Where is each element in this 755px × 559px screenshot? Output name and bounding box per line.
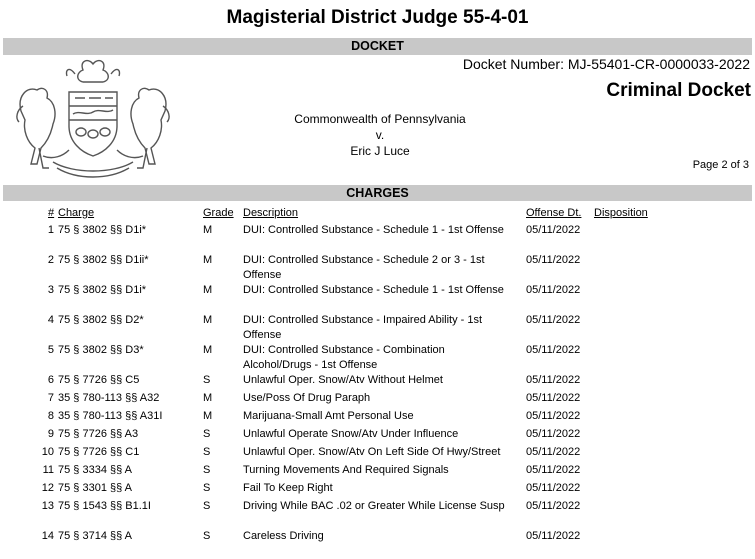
charge-description: Fail To Keep Right <box>243 482 333 494</box>
charge-num: 2 <box>47 254 54 266</box>
charge-description: Turning Movements And Required Signals <box>243 464 449 476</box>
charge-num: 5 <box>47 344 54 356</box>
charge-grade: S <box>203 530 211 542</box>
charge-description: DUI: Controlled Substance - Impaired Ability - 1st Offense <box>243 314 483 341</box>
charge-description: Unlawful Oper. Snow/Atv On Left Side Of Hwy/Street <box>243 446 501 458</box>
charge-description: DUI: Controlled Substance - Schedule 1 - 1st Offense <box>243 284 504 296</box>
charge-grade: S <box>203 374 211 386</box>
charge-num: 10 <box>41 446 54 458</box>
table-row <box>0 253 755 283</box>
caption-defendant: Eric J Luce <box>350 144 410 158</box>
table-row <box>0 223 755 253</box>
docket-section-bar: DOCKET <box>3 38 752 55</box>
charge-statute: 75 § 3802 §§ D1i* <box>58 284 147 296</box>
charge-grade: S <box>203 464 211 476</box>
charge-statute: 75 § 3802 §§ D2* <box>58 314 144 326</box>
charge-statute: 35 § 780-113 §§ A32 <box>58 392 160 404</box>
charge-grade: S <box>203 482 211 494</box>
table-row <box>0 481 755 499</box>
charge-offense-date: 05/11/2022 <box>526 254 581 266</box>
charge-statute: 35 § 780-113 §§ A31I <box>58 410 163 422</box>
charge-grade: M <box>203 392 213 404</box>
charge-grade: M <box>203 254 213 266</box>
charge-offense-date: 05/11/2022 <box>526 284 581 296</box>
table-row <box>0 427 755 445</box>
charge-statute: 75 § 3802 §§ D1i* <box>58 224 147 236</box>
charge-statute: 75 § 7726 §§ C1 <box>58 446 140 458</box>
charge-grade: S <box>203 500 211 512</box>
table-row <box>0 409 755 427</box>
charge-statute: 75 § 7726 §§ C5 <box>58 374 140 386</box>
charge-num: 11 <box>42 464 54 476</box>
charge-statute: 75 § 1543 §§ B1.1I <box>58 500 151 512</box>
caption-versus: v. <box>375 128 385 142</box>
charge-statute: 75 § 3802 §§ D3* <box>58 344 144 356</box>
charge-description: DUI: Controlled Substance - Schedule 2 or 3 - 1st Offense <box>243 254 485 281</box>
charge-offense-date: 05/11/2022 <box>526 500 581 512</box>
charge-offense-date: 05/11/2022 <box>526 410 581 422</box>
table-row <box>0 373 755 391</box>
charge-offense-date: 05/11/2022 <box>526 428 581 440</box>
table-row <box>0 463 755 481</box>
table-row <box>0 529 755 545</box>
col-header-description: Description <box>243 207 299 219</box>
page-number: Page 2 of 3 <box>692 159 749 171</box>
charge-description: Unlawful Oper. Snow/Atv Without Helmet <box>243 374 443 386</box>
charges-table <box>0 223 755 545</box>
col-header-grade: Grade <box>203 207 234 219</box>
charge-statute: 75 § 3802 §§ D1ii* <box>58 254 149 266</box>
charge-description: Unlawful Operate Snow/Atv Under Influence <box>243 428 459 440</box>
charge-statute: 75 § 7726 §§ A3 <box>58 428 139 440</box>
charge-num: 12 <box>41 482 54 494</box>
charge-offense-date: 05/11/2022 <box>526 374 581 386</box>
charge-offense-date: 05/11/2022 <box>526 224 581 236</box>
charge-grade: M <box>203 314 213 326</box>
charge-grade: M <box>203 284 213 296</box>
charge-statute: 75 § 3714 §§ A <box>58 530 133 542</box>
charge-grade: M <box>203 344 213 356</box>
table-row <box>0 445 755 463</box>
charge-offense-date: 05/11/2022 <box>526 392 581 404</box>
charge-num: 4 <box>47 314 54 326</box>
charge-num: 9 <box>47 428 54 440</box>
charge-grade: S <box>203 428 211 440</box>
charge-grade: M <box>203 410 213 422</box>
page-title: Magisterial District Judge 55-4-01 <box>226 7 529 28</box>
charge-description: Driving While BAC .02 or Greater While License Susp <box>243 500 505 512</box>
charge-num: 1 <box>47 224 54 236</box>
col-header-offense-date: Offense Dt. <box>526 207 582 219</box>
charge-offense-date: 05/11/2022 <box>526 314 581 326</box>
table-row <box>0 283 755 313</box>
pennsylvania-seal-icon <box>13 56 173 184</box>
col-header-num: # <box>48 207 55 219</box>
charge-grade: S <box>203 446 211 458</box>
charge-grade: M <box>203 224 213 236</box>
charge-offense-date: 05/11/2022 <box>526 446 581 458</box>
charge-num: 14 <box>41 530 54 542</box>
charge-num: 6 <box>47 374 54 386</box>
docket-type: Criminal Docket <box>606 80 751 101</box>
charge-description: Use/Poss Of Drug Paraph <box>243 392 371 404</box>
charge-statute: 75 § 3334 §§ A <box>58 464 133 476</box>
charge-num: 3 <box>47 284 54 296</box>
col-header-disposition: Disposition <box>594 207 648 219</box>
charge-offense-date: 05/11/2022 <box>526 530 581 542</box>
caption-plaintiff: Commonwealth of Pennsylvania <box>294 112 466 126</box>
charge-num: 8 <box>47 410 54 422</box>
table-row <box>0 313 755 343</box>
charges-section-bar: CHARGES <box>3 185 752 201</box>
charge-statute: 75 § 3301 §§ A <box>58 482 133 494</box>
table-row <box>0 391 755 409</box>
charge-num: 7 <box>47 392 54 404</box>
charge-num: 13 <box>41 500 54 512</box>
table-row <box>0 343 755 373</box>
charge-description: DUI: Controlled Substance - Schedule 1 - 1st Offense <box>243 224 504 236</box>
docket-number: Docket Number: MJ-55401-CR-0000033-2022 <box>462 56 750 72</box>
col-header-charge: Charge <box>58 207 95 219</box>
charge-description: DUI: Controlled Substance - Combination Alcohol/Drugs - 1st Offense <box>243 344 445 371</box>
charge-offense-date: 05/11/2022 <box>526 464 581 476</box>
charge-offense-date: 05/11/2022 <box>526 482 581 494</box>
charge-offense-date: 05/11/2022 <box>526 344 581 356</box>
table-row <box>0 499 755 529</box>
charge-description: Careless Driving <box>243 530 324 542</box>
charge-description: Marijuana-Small Amt Personal Use <box>243 410 414 422</box>
